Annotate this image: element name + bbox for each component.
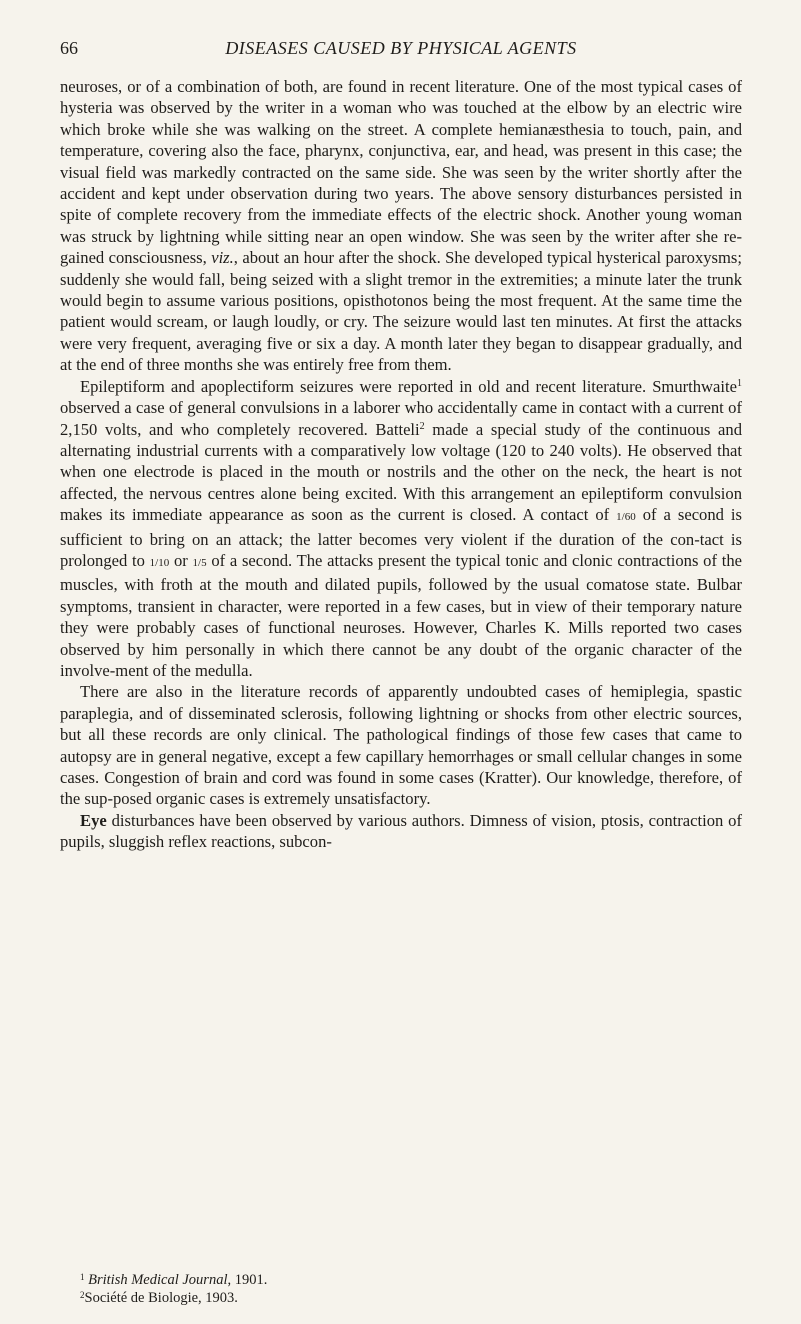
italic-term: viz. <box>211 248 234 268</box>
footnote-1 <box>80 1271 740 1289</box>
paragraph-eye <box>60 810 742 853</box>
paragraph-hemiplegia: There are also in the literature records of apparently undoubted cases of hemiplegia, spastic paraplegia, and of disseminated sclerosis, following lightning or shocks from other electric sources, but all these records are only clinical. The pathological findings of those few cases that came to autopsy are in general negative, except a few capillary hemorrhages or small cellular changes in some cases. Congestion of brain and cord was found in some cases (Kratter). Our knowledge, therefore, of the sup-posed organic cases is extremely unsatisfactory. <box>60 682 742 809</box>
footnote-text: , 1901. <box>227 1272 268 1288</box>
paragraph-text: , about an hour after the shock. She developed typical hysterical paroxysms; suddenly she would fall, being seized with a slight tremor in the extremities; a minute later the trunk would begin to assume various positions, opisthotonos being the most frequent. At the same time the patient would scream, or laugh loudly, or cry. The seizure would last ten minutes. At first the attacks were very frequent, averaging five or six a day. A month later they began to disappear gradually, and at the end of three months she was entirely free from them. <box>60 248 742 375</box>
footnote-ref[interactable]: 2 <box>419 420 425 432</box>
footnote-2 <box>80 1289 740 1307</box>
paragraph-text: or <box>173 550 188 570</box>
footnote-source: British Medical Journal <box>88 1272 228 1288</box>
paragraph-text: observed a case of general convulsions in a laborer who accidentally came in contact with a current of 2,150 volts, and who completely recovered. Batteli <box>60 398 742 439</box>
page-number: 66 <box>60 38 78 58</box>
footnote-mark: 2 <box>80 1290 85 1300</box>
paragraph-epileptiform <box>60 376 742 682</box>
bold-lead-term: Eye <box>80 810 107 830</box>
paragraph-text: disturbances have been observed by various authors. Dimness of vision, ptosis, contraction of pupils, sluggish reflex reactions, subcon- <box>60 810 742 852</box>
footnotes <box>80 1271 740 1307</box>
paragraph-text: Epileptiform and apoplectiform seizures were reported in old and recent literature. Smurthwaite <box>80 376 737 396</box>
footnote-mark: 1 <box>80 1272 85 1282</box>
paragraph-text: of a second is sufficient to bring on an attack; the latter becomes very violent if the duration of the con-tact is prolonged to <box>60 505 742 570</box>
fraction: 1/10 <box>149 556 170 569</box>
body-text <box>60 76 742 853</box>
footnote-ref[interactable]: 1 <box>737 377 742 389</box>
paragraph-hysteria <box>60 76 742 376</box>
paragraph-text: of a second. The attacks present the typical tonic and clonic contractions of the muscles, with froth at the mouth and dilated pupils, followed by the usual comatose state. Bulbar symptoms, transient in character, were reported in a few cases, but in view of their temporary nature they were probably cases of functional neuroses. However, Charles K. Mills reported two cases observed by him personally in which there cannot be any doubt of the organic character of the involve-ment of the medulla. <box>60 550 742 680</box>
running-title: DISEASES CAUSED BY PHYSICAL AGENTS <box>225 38 577 58</box>
fraction: 1/5 <box>192 556 207 569</box>
page-header <box>60 38 742 64</box>
paragraph-text: made a special study of the continuous and alternating industrial currents with a comparatively low voltage (120 to 240 volts). He observed that when one electrode is placed in the mouth or nostrils and the other on the neck, the heart is not affected, the nervous centres alone being excited. With this arrangement an epileptiform convulsion makes its immediate appearance as soon as the current is closed. A contact of <box>60 419 742 525</box>
paragraph-text: neuroses, or of a combination of both, are found in recent literature. One of the most typical cases of hysteria was observed by the writer in a woman who was touched at the elbow by an electric wire which broke while she was walking on the street. A complete hemianæsthesia to touch, pain, and temperature, covering also the face, pharynx, conjunctiva, ear, and head, was present in this case; the visual field was markedly contracted on the same side. She was seen by the writer shortly after the accident and kept under observation during two years. The above sensory disturbances persisted in spite of complete recovery from the immediate effects of the electric shock. Another young woman was struck by lightning while sitting near an open window. She was seen by the writer after she re-gained consciousness, <box>60 77 742 268</box>
footnote-text: Société de Biologie, 1903. <box>84 1290 238 1306</box>
fraction: 1/60 <box>616 511 636 524</box>
